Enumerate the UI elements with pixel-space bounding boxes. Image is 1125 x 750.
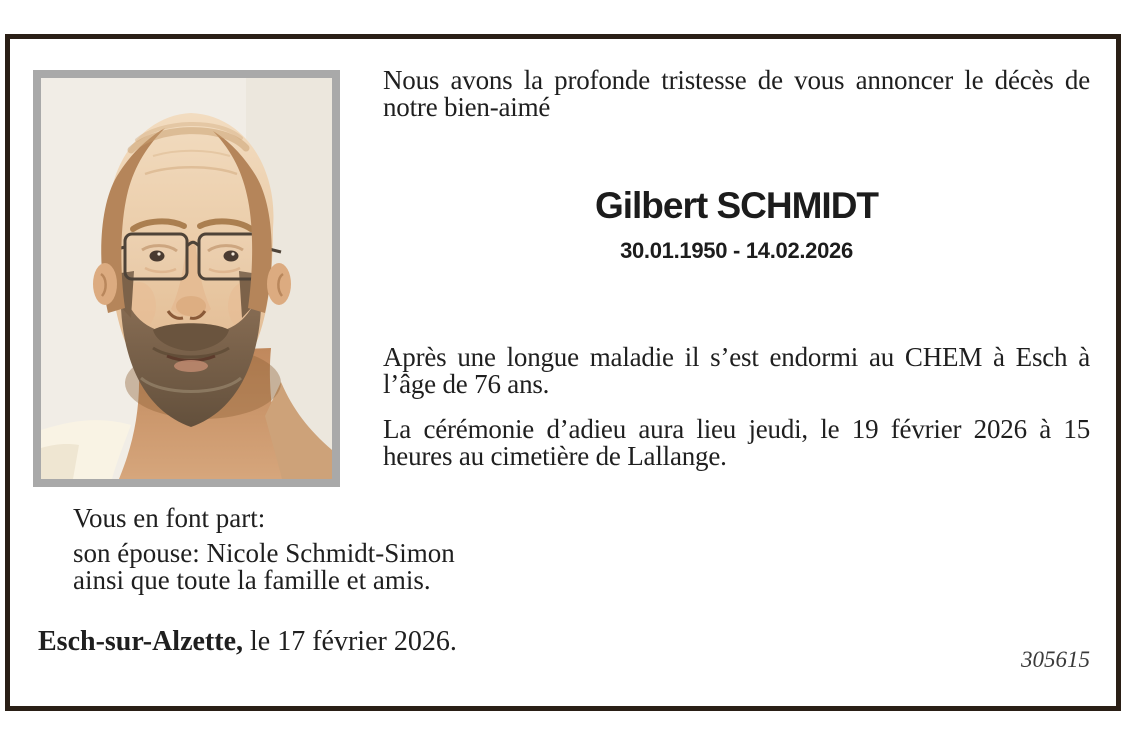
family-line-spouse: son épouse: Nicole Schmidt-Simon (73, 538, 455, 568)
deceased-name: Gilbert SCHMIDT (594, 185, 879, 226)
obituary-card (5, 34, 1121, 711)
family-line-others: ainsi que toute la famille et amis. (73, 565, 431, 595)
reference-number: 305615 (1021, 647, 1090, 672)
portrait-photo-frame (33, 70, 340, 487)
family-heading: Vous en font part: (73, 503, 266, 533)
ceremony-paragraph: La cérémonie d’adieu aura lieu jeudi, le 19 février 2026 à 15 heures au cimetière de Lallange. (383, 414, 1090, 471)
life-dates: 30.01.1950 - 14.02.2026 (620, 238, 853, 263)
intro-paragraph: Nous avons la profonde tristesse de vous annoncer le décès de notre bien-aimé (383, 65, 1090, 122)
dateline-place: Esch-sur-Alzette, (38, 626, 244, 657)
dateline-date: le 17 février 2026. (250, 626, 457, 657)
portrait-photo (41, 78, 332, 479)
family-block (73, 505, 455, 594)
illness-paragraph: Après une longue maladie il s’est endormi au CHEM à Esch à l’âge de 76 ans. (383, 342, 1090, 399)
